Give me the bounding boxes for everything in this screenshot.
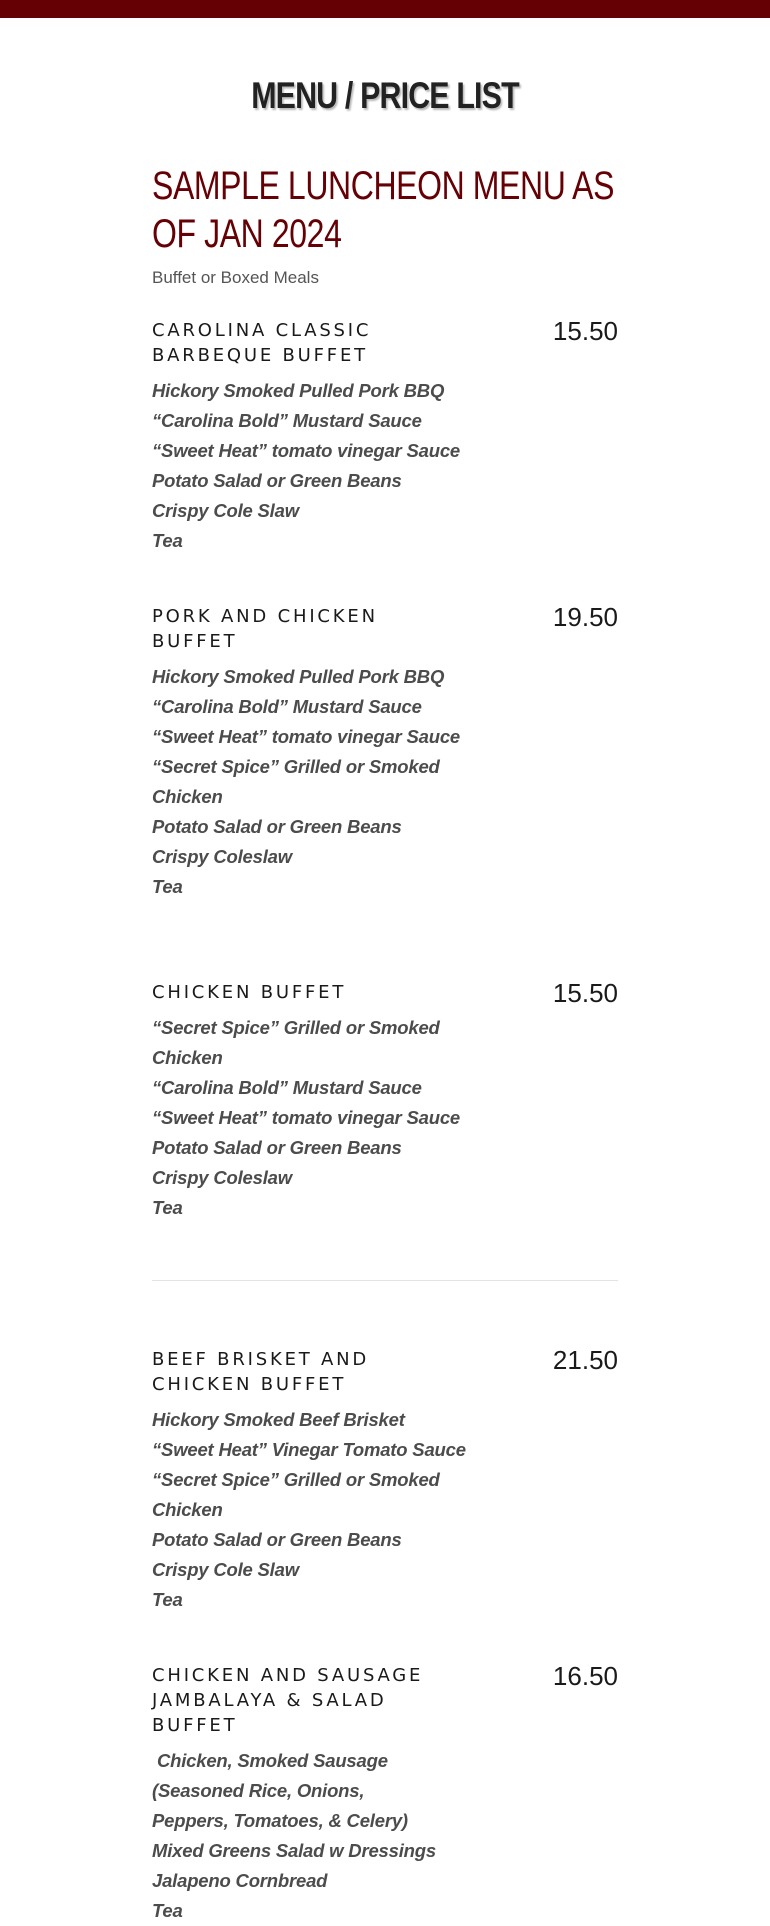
item-line: Chicken <box>152 1499 223 1520</box>
section-divider <box>152 1280 618 1281</box>
item-line: Jalapeno Cornbread <box>152 1870 328 1891</box>
item-line: Crispy Cole Slaw <box>152 500 299 521</box>
item-line: “Secret Spice” Grilled or Smoked <box>152 1017 440 1038</box>
item-description <box>152 1746 492 1926</box>
item-line: (Seasoned Rice, Onions, <box>152 1780 365 1801</box>
item-description <box>152 376 492 556</box>
item-line: Peppers, Tomatoes, & Celery) <box>152 1810 408 1831</box>
item-description <box>152 1013 492 1223</box>
item-line: Tea <box>152 876 183 897</box>
item-line: Chicken, Smoked Sausage <box>152 1750 388 1771</box>
item-line: Potato Salad or Green Beans <box>152 470 402 491</box>
item-name: CHICKEN AND SAUSAGE JAMBALAYA & SALAD BUFFET <box>152 1665 424 1736</box>
item-description <box>152 1405 492 1615</box>
menu-item-chicken <box>152 980 618 1223</box>
item-line: Tea <box>152 530 183 551</box>
item-line: Crispy Cole Slaw <box>152 1559 299 1580</box>
menu-header <box>152 162 618 290</box>
item-line: Chicken <box>152 786 223 807</box>
item-price: 21.50 <box>552 1345 618 1375</box>
item-line: Hickory Smoked Pulled Pork BBQ <box>152 380 445 401</box>
item-line: Crispy Coleslaw <box>152 846 292 867</box>
item-line: “Carolina Bold” Mustard Sauce <box>152 410 422 431</box>
item-line: “Sweet Heat” tomato vinegar Sauce <box>152 1107 460 1128</box>
item-price: 15.50 <box>552 316 618 346</box>
menu-item-beef-brisket-and-chicken <box>152 1347 618 1615</box>
item-price: 16.50 <box>552 1661 618 1691</box>
item-line: Potato Salad or Green Beans <box>152 1529 402 1550</box>
item-description <box>152 662 492 902</box>
item-line: Crispy Coleslaw <box>152 1167 292 1188</box>
menu-heading: SAMPLE LUNCHEON MENU AS OF JAN 2024 <box>152 164 615 256</box>
item-line: “Sweet Heat” Vinegar Tomato Sauce <box>152 1439 466 1460</box>
menu-subtitle: Buffet or Boxed Meals <box>152 268 319 287</box>
item-line: Potato Salad or Green Beans <box>152 816 402 837</box>
item-line: Hickory Smoked Beef Brisket <box>152 1409 405 1430</box>
menu-item-chicken-sausage-jambalaya <box>152 1663 618 1926</box>
item-price: 15.50 <box>552 978 618 1008</box>
menu-item-carolina-classic <box>152 318 618 556</box>
item-line: Chicken <box>152 1047 223 1068</box>
item-line: Mixed Greens Salad w Dressings <box>152 1840 436 1861</box>
item-name: PORK AND CHICKEN BUFFET <box>152 606 378 652</box>
item-line: “Sweet Heat” tomato vinegar Sauce <box>152 726 460 747</box>
item-line: “Carolina Bold” Mustard Sauce <box>152 1077 422 1098</box>
item-line: Hickory Smoked Pulled Pork BBQ <box>152 666 445 687</box>
item-name: CAROLINA CLASSIC BARBEQUE BUFFET <box>152 320 372 366</box>
item-line: “Carolina Bold” Mustard Sauce <box>152 696 422 717</box>
item-name: CHICKEN BUFFET <box>152 982 347 1003</box>
item-line: “Secret Spice” Grilled or Smoked <box>152 756 440 777</box>
item-name: BEEF BRISKET AND CHICKEN BUFFET <box>152 1349 370 1395</box>
top-accent-bar <box>0 0 770 18</box>
item-line: Tea <box>152 1197 183 1218</box>
page-title: MENU / PRICE LIST <box>251 75 519 116</box>
item-line: Tea <box>152 1589 183 1610</box>
item-price: 19.50 <box>552 602 618 632</box>
item-line: “Sweet Heat” tomato vinegar Sauce <box>152 440 460 461</box>
item-line: “Secret Spice” Grilled or Smoked <box>152 1469 440 1490</box>
item-line: Potato Salad or Green Beans <box>152 1137 402 1158</box>
menu-item-pork-and-chicken <box>152 604 618 902</box>
item-line: Tea <box>152 1900 183 1921</box>
